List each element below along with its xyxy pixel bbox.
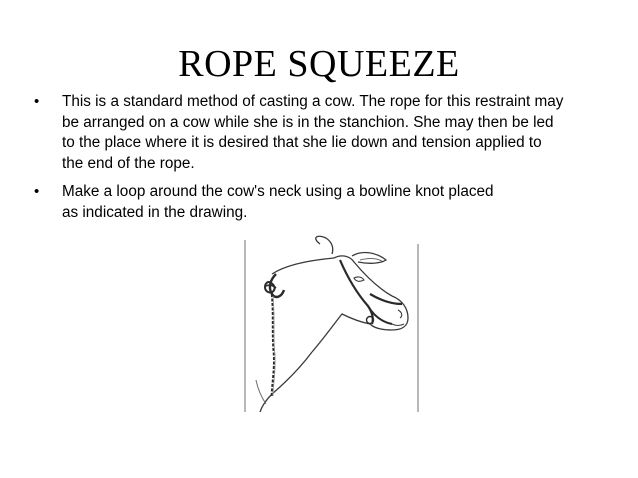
cow-nostril	[398, 310, 402, 318]
bullet-marker: •	[34, 183, 40, 200]
cow-jaw	[312, 314, 370, 352]
bullet-list	[34, 92, 614, 231]
cow-rope-drawing	[242, 234, 420, 414]
cow-ear-right	[352, 253, 386, 264]
cow-neck-top	[272, 258, 334, 274]
cow-ear-right-inner	[360, 259, 382, 261]
slide-title: ROPE SQUEEZE	[178, 43, 460, 85]
halter-cheek-strap	[340, 260, 373, 324]
cow-eye	[354, 277, 364, 281]
bullet-item	[34, 182, 614, 223]
bullet-text: Make a loop around the cow's neck using a bowline knot placed as indicated in the drawing.	[62, 183, 494, 221]
cow-neck-lower	[260, 352, 312, 412]
halter-cheek-strap-inner	[343, 260, 371, 306]
cow-dewlap	[256, 380, 266, 404]
cow-mouth	[392, 324, 404, 326]
bullet-text: This is a standard method of casting a cow. The rope for this restraint may be arranged on a cow while she is in the stanchion. She may then be led to the place where it is desired that she lie down and tension applied to the end of the rope.	[62, 93, 564, 172]
cow-ear-left	[316, 236, 333, 254]
bullet-item	[34, 92, 614, 174]
bullet-marker: •	[34, 93, 40, 110]
